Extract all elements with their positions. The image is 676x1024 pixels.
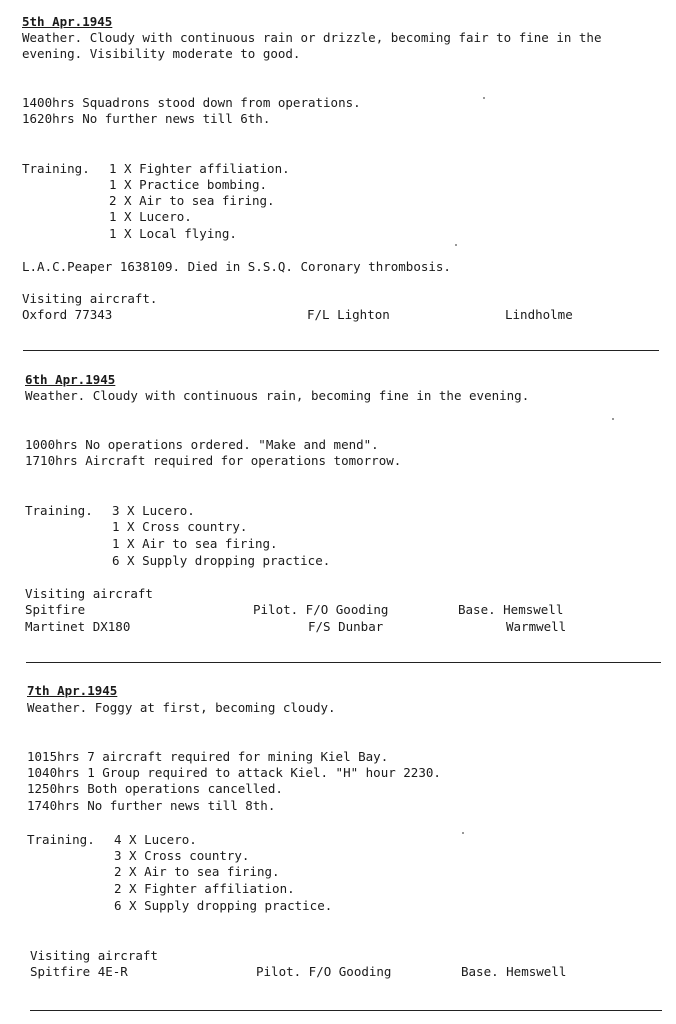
weather-line: Weather. Foggy at first, becoming cloudy. xyxy=(27,700,336,715)
visiting-pilot: Pilot. F/O Gooding xyxy=(256,964,392,979)
section-divider xyxy=(30,1010,662,1011)
event-line: 1710hrs Aircraft required for operations tomorrow. xyxy=(25,453,402,468)
visiting-base: Warmwell xyxy=(506,619,567,634)
training-item: 1 X Lucero. xyxy=(109,209,192,224)
training-item: 1 X Local flying. xyxy=(109,226,237,241)
entry-date: 7th Apr.1945 xyxy=(27,683,118,698)
section-divider xyxy=(26,662,661,663)
training-item: 6 X Supply dropping practice. xyxy=(112,553,331,568)
training-label: Training. xyxy=(22,161,90,176)
training-item: 2 X Fighter affiliation. xyxy=(114,881,295,896)
scan-speck xyxy=(462,832,464,834)
visiting-label: Visiting aircraft xyxy=(25,586,153,601)
training-item: 1 X Air to sea firing. xyxy=(112,536,278,551)
visiting-aircraft: Oxford 77343 xyxy=(22,307,113,322)
event-line: 1740hrs No further news till 8th. xyxy=(27,798,276,813)
training-item: 1 X Fighter affiliation. xyxy=(109,161,290,176)
training-item: 4 X Lucero. xyxy=(114,832,197,847)
visiting-aircraft: Martinet DX180 xyxy=(25,619,131,634)
scan-speck xyxy=(455,244,457,246)
training-item: 6 X Supply dropping practice. xyxy=(114,898,333,913)
training-item: 1 X Practice bombing. xyxy=(109,177,268,192)
visiting-base: Base. Hemswell xyxy=(461,964,567,979)
visiting-pilot: F/L Lighton xyxy=(307,307,390,322)
training-item: 3 X Cross country. xyxy=(114,848,250,863)
section-divider xyxy=(23,350,659,351)
weather-line: evening. Visibility moderate to good. xyxy=(22,46,301,61)
event-line: 1250hrs Both operations cancelled. xyxy=(27,781,283,796)
training-item: 2 X Air to sea firing. xyxy=(109,193,275,208)
visiting-base: Lindholme xyxy=(505,307,573,322)
visiting-aircraft: Spitfire 4E-R xyxy=(30,964,128,979)
visiting-base: Base. Hemswell xyxy=(458,602,564,617)
event-line: 1000hrs No operations ordered. "Make and mend". xyxy=(25,437,379,452)
visiting-aircraft: Spitfire xyxy=(25,602,86,617)
event-line: 1400hrs Squadrons stood down from operations. xyxy=(22,95,361,110)
training-item: 2 X Air to sea firing. xyxy=(114,864,280,879)
training-item: 1 X Cross country. xyxy=(112,519,248,534)
visiting-pilot: F/S Dunbar xyxy=(308,619,384,634)
weather-line: Weather. Cloudy with continuous rain, becoming fine in the evening. xyxy=(25,388,530,403)
entry-date: 6th Apr.1945 xyxy=(25,372,116,387)
visiting-label: Visiting aircraft xyxy=(30,948,158,963)
scan-speck xyxy=(612,418,614,420)
visiting-pilot: Pilot. F/O Gooding xyxy=(253,602,389,617)
entry-date: 5th Apr.1945 xyxy=(22,14,113,29)
training-label: Training. xyxy=(27,832,95,847)
visiting-label: Visiting aircraft. xyxy=(22,291,158,306)
training-item: 3 X Lucero. xyxy=(112,503,195,518)
note-line: L.A.C.Peaper 1638109. Died in S.S.Q. Coronary thrombosis. xyxy=(22,259,451,274)
training-label: Training. xyxy=(25,503,93,518)
event-line: 1015hrs 7 aircraft required for mining Kiel Bay. xyxy=(27,749,389,764)
weather-line: Weather. Cloudy with continuous rain or drizzle, becoming fair to fine in the xyxy=(22,30,602,45)
event-line: 1620hrs No further news till 6th. xyxy=(22,111,271,126)
scan-speck xyxy=(483,97,485,99)
event-line: 1040hrs 1 Group required to attack Kiel. "H" hour 2230. xyxy=(27,765,441,780)
